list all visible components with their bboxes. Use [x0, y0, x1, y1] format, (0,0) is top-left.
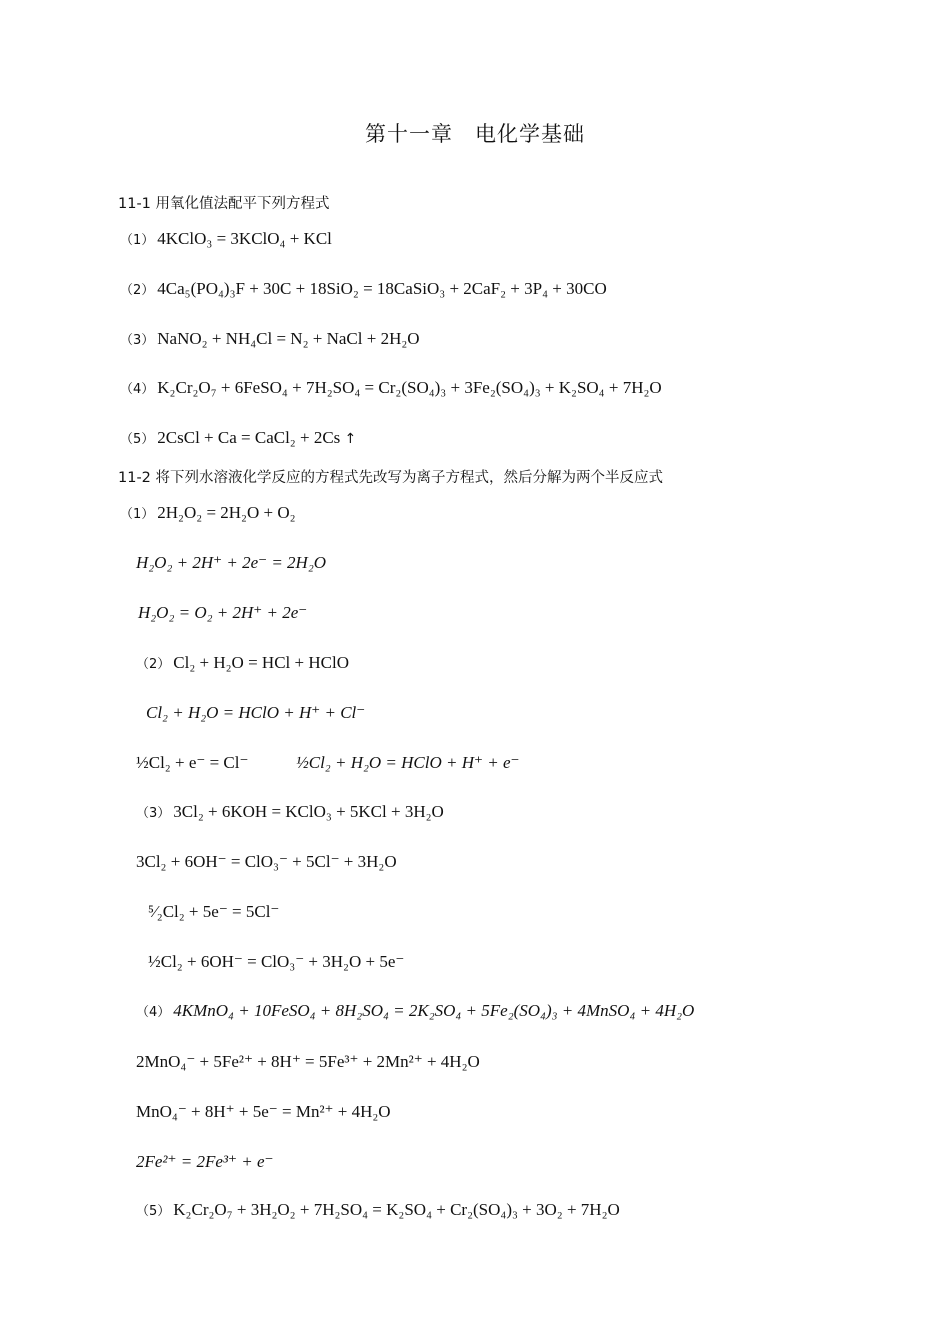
equation: 4Ca₅(PO₄)₃F + 30C + 18SiO₂ = 18CaSiO₃ + 2CaF₂ + 3P₄ + 30CO — [157, 279, 607, 298]
equation-line — [120, 278, 607, 302]
equation: 3Cl₂ + 6KOH = KClO₃ + 5KCl + 3H₂O — [173, 802, 444, 821]
item-label: （1） — [120, 233, 155, 248]
half-reaction — [296, 752, 519, 774]
equation-line — [120, 502, 296, 526]
item-label: （4） — [120, 382, 155, 397]
equation: ½Cl₂ + H₂O = HClO + H⁺ + e⁻ — [296, 753, 520, 772]
section-text: 将下列水溶液化学反应的方程式先改写为离子方程式，然后分解为两个半反应式 — [155, 470, 664, 486]
equation-line — [120, 377, 662, 401]
ionic-equation — [146, 702, 365, 724]
item-label: （5） — [136, 1204, 171, 1219]
equation: H₂O₂ + 2H⁺ + 2e⁻ = 2H₂O — [136, 553, 327, 572]
equation-line — [120, 328, 420, 352]
equation-line — [120, 427, 356, 451]
half-reaction — [136, 1101, 391, 1123]
item-label: （3） — [136, 806, 171, 821]
equation: MnO₄⁻ + 8H⁺ + 5e⁻ = Mn²⁺ + 4H₂O — [136, 1102, 391, 1121]
equation: Cl₂ + H₂O = HClO + H⁺ + Cl⁻ — [146, 703, 366, 722]
equation: Cl₂ + H₂O = HCl + HClO — [173, 653, 349, 672]
equation: 4KMnO₄ + 10FeSO₄ + 8H₂SO₄ = 2K₂SO₄ + 5Fe₂(SO₄)₃ + 4MnSO₄ + 4H₂O — [173, 1001, 695, 1020]
item-label: （3） — [120, 333, 155, 348]
equation-line — [136, 801, 444, 825]
equation: ½Cl₂ + 6OH⁻ = ClO₃⁻ + 3H₂O + 5e⁻ — [148, 952, 405, 971]
half-reaction — [148, 901, 279, 923]
half-reaction — [136, 1151, 273, 1173]
equation: K₂Cr₂O₇ + 3H₂O₂ + 7H₂SO₄ = K₂SO₄ + Cr₂(SO₄)₃ + 3O₂ + 7H₂O — [173, 1200, 620, 1219]
ionic-equation — [136, 851, 397, 873]
half-reaction — [148, 951, 404, 973]
item-label: （1） — [120, 507, 155, 522]
half-reaction — [138, 602, 307, 624]
equation: H₂O₂ = O₂ + 2H⁺ + 2e⁻ — [138, 603, 308, 622]
equation: K₂Cr₂O₇ + 6FeSO₄ + 7H₂SO₄ = Cr₂(SO₄)₃ + 3Fe₂(SO₄)₃ + K₂SO₄ + 7H₂O — [157, 378, 662, 397]
gas-arrow-icon: ↑ — [344, 431, 357, 447]
section-heading — [118, 193, 330, 215]
item-label: （4） — [136, 1005, 171, 1020]
half-reaction — [136, 752, 248, 774]
section-text: 用氧化值法配平下列方程式 — [155, 196, 330, 212]
equation: 2CsCl + Ca = CaCl₂ + 2Cs — [157, 428, 341, 447]
ionic-equation — [136, 1051, 480, 1073]
equation: ½Cl₂ + e⁻ = Cl⁻ — [136, 753, 249, 772]
equation-line — [136, 652, 349, 676]
half-reaction — [136, 552, 326, 574]
equation: 4KClO₃ = 3KClO₄ + KCl — [157, 229, 332, 248]
equation-line — [136, 1000, 694, 1024]
equation: 2MnO₄⁻ + 5Fe²⁺ + 8H⁺ = 5Fe³⁺ + 2Mn²⁺ + 4H₂O — [136, 1052, 480, 1071]
equation: ⁵⁄₂Cl₂ + 5e⁻ = 5Cl⁻ — [148, 902, 280, 921]
item-label: （2） — [120, 283, 155, 298]
section-heading — [118, 467, 663, 489]
section-number: 11-2 — [118, 470, 151, 486]
equation: 2H₂O₂ = 2H₂O + O₂ — [157, 503, 296, 522]
equation: 3Cl₂ + 6OH⁻ = ClO₃⁻ + 5Cl⁻ + 3H₂O — [136, 852, 397, 871]
page-title: 第十一章 电化学基础 — [365, 122, 585, 146]
equation: 2Fe²⁺ = 2Fe³⁺ + e⁻ — [136, 1152, 274, 1171]
equation-line — [136, 1199, 620, 1223]
section-number: 11-1 — [118, 196, 151, 212]
item-label: （2） — [136, 657, 171, 672]
equation-line — [120, 228, 332, 252]
equation: NaNO₂ + NH₄Cl = N₂ + NaCl + 2H₂O — [157, 329, 420, 348]
item-label: （5） — [120, 432, 155, 447]
